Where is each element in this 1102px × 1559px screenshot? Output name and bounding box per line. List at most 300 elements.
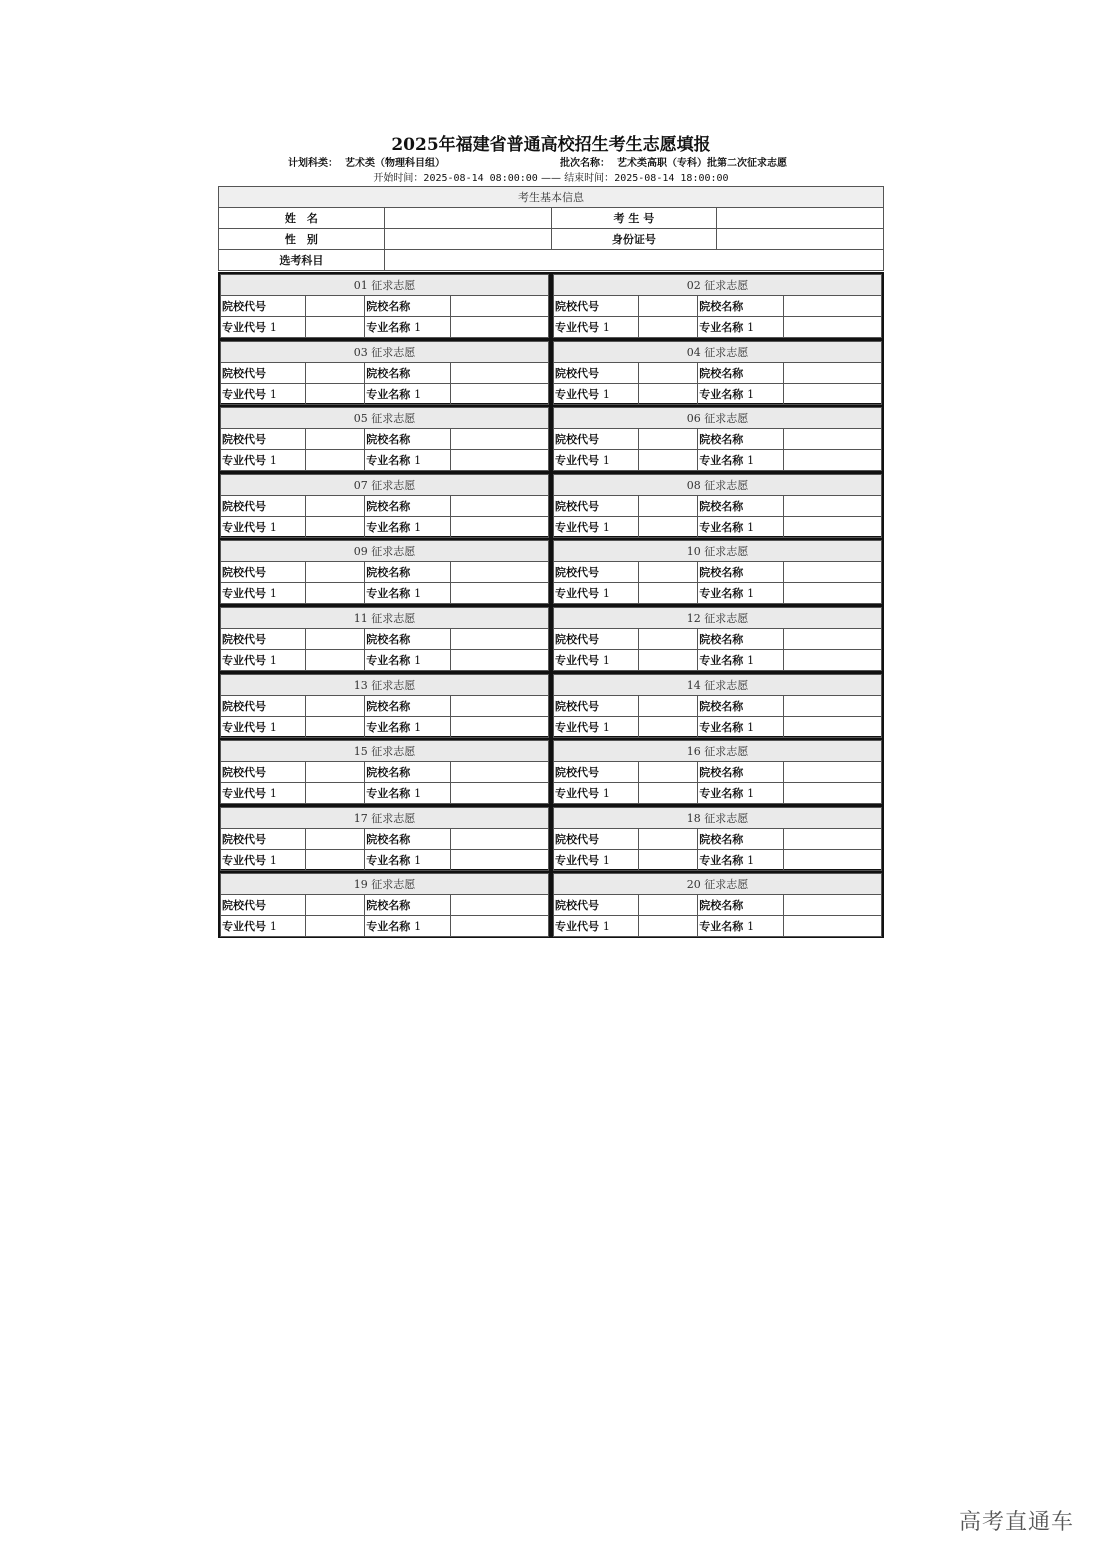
major-index: 1 (602, 387, 610, 401)
subjects-field[interactable] (384, 250, 883, 271)
school-name-label: 院校名称 (698, 695, 783, 716)
wish-title: 09 征求志愿 (221, 541, 549, 562)
major-code-text: 专业代号 (555, 587, 599, 601)
major-name-label (365, 783, 450, 804)
major-code-label (554, 317, 639, 338)
major-code-label (221, 450, 306, 471)
major-name-label (698, 716, 783, 737)
major-code-label (554, 849, 639, 870)
major-index: 1 (414, 387, 422, 401)
school-name-label: 院校名称 (365, 628, 450, 649)
end-label: 结束时间： (564, 173, 615, 184)
wish-title: 04 征求志愿 (554, 341, 882, 362)
batch-label: 批次名称： (560, 158, 610, 169)
major-name-text: 专业名称 (366, 720, 411, 734)
major-index: 1 (414, 920, 422, 934)
major-code-field[interactable] (639, 383, 698, 404)
major-code-label (221, 317, 306, 338)
major-index: 1 (602, 853, 610, 867)
wish-block (218, 339, 551, 406)
major-name-text: 专业名称 (366, 587, 411, 601)
wish-title: 15 征求志愿 (221, 741, 549, 762)
wish-title: 12 征求志愿 (554, 607, 882, 628)
major-index: 1 (269, 853, 277, 867)
school-code-field[interactable] (306, 695, 365, 716)
school-code-field[interactable] (639, 362, 698, 383)
major-code-text: 专业代号 (222, 853, 266, 867)
major-code-field[interactable] (306, 450, 365, 471)
major-name-label (698, 916, 783, 937)
school-code-label: 院校代号 (221, 296, 306, 317)
major-index: 1 (747, 387, 755, 401)
wish-title: 10 征求志愿 (554, 541, 882, 562)
major-index: 1 (414, 787, 422, 801)
major-name-text: 专业名称 (366, 920, 411, 934)
school-code-field[interactable] (639, 429, 698, 450)
major-index: 1 (414, 321, 422, 334)
major-code-label (554, 916, 639, 937)
school-name-field[interactable] (450, 828, 548, 849)
major-name-label (365, 583, 450, 604)
basic-info-table (218, 186, 884, 271)
school-code-field[interactable] (639, 895, 698, 916)
wish-table (220, 674, 549, 738)
start-value: 2025-08-14 08:00:00 (423, 173, 538, 184)
school-code-field[interactable] (639, 828, 698, 849)
major-code-text: 专业代号 (222, 787, 266, 801)
wish-table (553, 740, 882, 804)
wish-table (553, 873, 882, 937)
school-code-label: 院校代号 (221, 628, 306, 649)
wish-table (220, 873, 549, 937)
wish-block (551, 672, 884, 739)
school-name-field[interactable] (450, 429, 548, 450)
major-code-label (554, 716, 639, 737)
plan-label: 计划科类： (288, 158, 338, 169)
basic-info-header: 考生基本信息 (219, 187, 884, 208)
wish-title: 13 征求志愿 (221, 674, 549, 695)
major-index: 1 (747, 920, 755, 934)
major-index: 1 (269, 520, 277, 534)
major-index: 1 (269, 920, 277, 934)
subjects-label: 选考科目 (219, 250, 385, 271)
major-name-label (698, 450, 783, 471)
id-field[interactable] (717, 229, 884, 250)
major-code-text: 专业代号 (555, 653, 599, 667)
school-name-field[interactable] (450, 495, 548, 516)
major-name-label (698, 649, 783, 670)
wish-block (218, 871, 551, 938)
wish-block (551, 605, 884, 672)
wish-table (553, 407, 882, 471)
major-name-label (365, 716, 450, 737)
major-code-label (221, 916, 306, 937)
major-code-field[interactable] (639, 849, 698, 870)
wish-table (553, 341, 882, 405)
school-code-label: 院校代号 (221, 562, 306, 583)
major-name-label (365, 916, 450, 937)
major-name-text: 专业名称 (366, 853, 411, 867)
school-name-label: 院校名称 (698, 828, 783, 849)
school-name-label: 院校名称 (365, 296, 450, 317)
major-code-field[interactable] (639, 516, 698, 537)
major-name-text: 专业名称 (366, 787, 411, 801)
wish-title: 01 征求志愿 (221, 275, 549, 296)
major-name-field[interactable] (450, 450, 548, 471)
school-name-label: 院校名称 (698, 628, 783, 649)
major-name-label (698, 849, 783, 870)
school-code-field[interactable] (639, 296, 698, 317)
major-index: 1 (269, 454, 277, 468)
school-name-field[interactable] (450, 362, 548, 383)
exam-no-field[interactable] (717, 208, 884, 229)
school-code-field[interactable] (306, 762, 365, 783)
wish-block (551, 738, 884, 805)
major-name-label (365, 450, 450, 471)
major-code-label (221, 516, 306, 537)
school-code-field[interactable] (306, 296, 365, 317)
id-label: 身份证号 (551, 229, 717, 250)
wish-table (220, 341, 549, 405)
major-code-field[interactable] (306, 849, 365, 870)
major-name-text: 专业名称 (699, 920, 744, 934)
major-index: 1 (602, 720, 610, 734)
major-index: 1 (602, 587, 610, 601)
wish-table (220, 474, 549, 538)
wish-table (220, 740, 549, 804)
batch-info (560, 157, 787, 171)
major-name-label (365, 516, 450, 537)
major-code-field[interactable] (639, 716, 698, 737)
major-code-field[interactable] (306, 583, 365, 604)
wish-block (551, 538, 884, 605)
school-name-label: 院校名称 (365, 495, 450, 516)
major-code-label (554, 783, 639, 804)
major-code-text: 专业代号 (222, 520, 266, 534)
major-index: 1 (747, 653, 755, 667)
school-name-field[interactable] (450, 296, 548, 317)
wish-grid (218, 272, 884, 938)
major-code-field[interactable] (639, 450, 698, 471)
school-name-field[interactable] (783, 362, 881, 383)
page-title: 2025年福建省普通高校招生考生志愿填报 (391, 135, 711, 155)
major-index: 1 (414, 720, 422, 734)
school-name-field[interactable] (783, 495, 881, 516)
gender-field[interactable] (384, 229, 551, 250)
major-code-field[interactable] (639, 783, 698, 804)
major-name-text: 专业名称 (699, 520, 744, 534)
school-name-label: 院校名称 (698, 762, 783, 783)
major-name-field[interactable] (450, 649, 548, 670)
school-code-label: 院校代号 (221, 828, 306, 849)
major-name-text: 专业名称 (366, 454, 411, 468)
wish-title: 19 征求志愿 (221, 874, 549, 895)
school-code-field[interactable] (306, 828, 365, 849)
major-code-text: 专业代号 (555, 321, 599, 334)
major-index: 1 (414, 853, 422, 867)
school-name-label: 院校名称 (698, 296, 783, 317)
major-index: 1 (414, 520, 422, 534)
major-code-field[interactable] (306, 383, 365, 404)
major-index: 1 (414, 587, 422, 601)
major-code-label (221, 649, 306, 670)
major-code-text: 专业代号 (222, 587, 266, 601)
wish-block (551, 405, 884, 472)
wish-block (218, 672, 551, 739)
major-index: 1 (747, 587, 755, 601)
major-code-field[interactable] (639, 317, 698, 338)
major-name-label (365, 849, 450, 870)
school-name-field[interactable] (450, 562, 548, 583)
wish-block (218, 738, 551, 805)
wish-block (218, 472, 551, 539)
major-index: 1 (747, 321, 755, 334)
wish-block (551, 339, 884, 406)
major-index: 1 (602, 520, 610, 534)
school-code-label: 院校代号 (554, 895, 639, 916)
school-name-label: 院校名称 (365, 429, 450, 450)
name-label: 姓 名 (219, 208, 385, 229)
major-code-field[interactable] (639, 916, 698, 937)
school-name-field[interactable] (783, 562, 881, 583)
school-name-field[interactable] (783, 828, 881, 849)
school-code-field[interactable] (306, 562, 365, 583)
school-code-field[interactable] (639, 495, 698, 516)
major-index: 1 (747, 853, 755, 867)
wish-block (218, 805, 551, 872)
major-name-text: 专业名称 (699, 853, 744, 867)
major-index: 1 (747, 520, 755, 534)
major-name-field[interactable] (450, 783, 548, 804)
school-code-field[interactable] (639, 628, 698, 649)
major-name-field[interactable] (783, 916, 881, 937)
major-name-text: 专业名称 (699, 321, 744, 334)
wish-block (551, 805, 884, 872)
major-name-text: 专业名称 (699, 454, 744, 468)
major-code-label (554, 516, 639, 537)
major-code-text: 专业代号 (555, 787, 599, 801)
school-code-field[interactable] (639, 562, 698, 583)
plan-info (288, 157, 445, 171)
wish-table (220, 607, 549, 671)
school-name-label: 院校名称 (698, 895, 783, 916)
major-name-text: 专业名称 (699, 653, 744, 667)
school-code-label: 院校代号 (554, 695, 639, 716)
school-name-field[interactable] (450, 895, 548, 916)
school-name-label: 院校名称 (365, 362, 450, 383)
major-code-label (221, 583, 306, 604)
major-code-field[interactable] (306, 317, 365, 338)
school-name-label: 院校名称 (365, 895, 450, 916)
major-name-text: 专业名称 (366, 653, 411, 667)
wish-title: 05 征求志愿 (221, 408, 549, 429)
wish-table (553, 607, 882, 671)
school-code-field[interactable] (639, 762, 698, 783)
major-code-field[interactable] (306, 516, 365, 537)
major-name-field[interactable] (783, 516, 881, 537)
major-name-label (698, 516, 783, 537)
school-name-field[interactable] (450, 695, 548, 716)
wish-table (553, 807, 882, 871)
exam-no-label: 考 生 号 (551, 208, 717, 229)
major-name-field[interactable] (450, 716, 548, 737)
major-name-text: 专业名称 (366, 520, 411, 534)
major-name-field[interactable] (783, 849, 881, 870)
school-name-label: 院校名称 (698, 562, 783, 583)
wish-table (220, 407, 549, 471)
school-name-label: 院校名称 (365, 762, 450, 783)
wish-table (220, 540, 549, 604)
major-name-field[interactable] (783, 450, 881, 471)
wish-block (218, 272, 551, 339)
school-name-label: 院校名称 (698, 362, 783, 383)
school-code-label: 院校代号 (221, 429, 306, 450)
major-index: 1 (747, 787, 755, 801)
major-code-label (221, 383, 306, 404)
major-code-field[interactable] (306, 783, 365, 804)
wish-block (551, 472, 884, 539)
major-name-field[interactable] (450, 849, 548, 870)
school-code-label: 院校代号 (221, 762, 306, 783)
batch-value: 艺术类高职（专科）批第二次征求志愿 (616, 158, 787, 169)
major-index: 1 (747, 720, 755, 734)
major-name-text: 专业名称 (699, 787, 744, 801)
wish-table (553, 540, 882, 604)
major-code-field[interactable] (306, 916, 365, 937)
major-code-text: 专业代号 (222, 920, 266, 934)
wish-title: 18 征求志愿 (554, 807, 882, 828)
school-code-label: 院校代号 (554, 429, 639, 450)
major-code-text: 专业代号 (555, 720, 599, 734)
wish-title: 07 征求志愿 (221, 474, 549, 495)
school-code-field[interactable] (306, 495, 365, 516)
school-name-field[interactable] (450, 762, 548, 783)
school-name-label: 院校名称 (365, 828, 450, 849)
school-code-label: 院校代号 (554, 628, 639, 649)
major-name-field[interactable] (450, 383, 548, 404)
school-name-field[interactable] (783, 695, 881, 716)
wish-title: 16 征求志愿 (554, 741, 882, 762)
major-code-text: 专业代号 (555, 387, 599, 401)
school-code-label: 院校代号 (554, 562, 639, 583)
school-name-field[interactable] (450, 628, 548, 649)
major-name-field[interactable] (783, 317, 881, 338)
major-name-text: 专业名称 (699, 720, 744, 734)
major-code-label (221, 783, 306, 804)
major-code-field[interactable] (639, 583, 698, 604)
major-name-field[interactable] (783, 783, 881, 804)
name-field[interactable] (384, 208, 551, 229)
school-code-label: 院校代号 (221, 495, 306, 516)
end-value: 2025-08-14 18:00:00 (614, 173, 729, 184)
school-code-label: 院校代号 (554, 296, 639, 317)
school-name-field[interactable] (783, 762, 881, 783)
major-name-label (365, 383, 450, 404)
major-code-text: 专业代号 (222, 720, 266, 734)
major-code-text: 专业代号 (222, 454, 266, 468)
major-index: 1 (269, 720, 277, 734)
wish-title: 02 征求志愿 (554, 275, 882, 296)
school-code-field[interactable] (306, 628, 365, 649)
major-name-label (365, 317, 450, 338)
major-code-field[interactable] (639, 649, 698, 670)
major-code-label (221, 716, 306, 737)
major-code-field[interactable] (306, 649, 365, 670)
school-name-field[interactable] (783, 429, 881, 450)
major-name-field[interactable] (783, 649, 881, 670)
wish-table (553, 674, 882, 738)
major-code-label (221, 849, 306, 870)
wish-table (553, 474, 882, 538)
major-name-label (698, 783, 783, 804)
major-name-label (698, 383, 783, 404)
major-name-field[interactable] (450, 317, 548, 338)
school-name-field[interactable] (783, 628, 881, 649)
school-code-label: 院校代号 (554, 762, 639, 783)
major-index: 1 (269, 321, 277, 334)
school-name-label: 院校名称 (365, 695, 450, 716)
major-index: 1 (414, 653, 422, 667)
major-name-label (365, 649, 450, 670)
major-code-text: 专业代号 (555, 853, 599, 867)
major-index: 1 (602, 787, 610, 801)
school-name-field[interactable] (783, 895, 881, 916)
wish-title: 03 征求志愿 (221, 341, 549, 362)
wish-table (553, 274, 882, 338)
major-code-field[interactable] (306, 716, 365, 737)
major-index: 1 (602, 454, 610, 468)
major-name-field[interactable] (783, 383, 881, 404)
wish-block (551, 871, 884, 938)
school-name-field[interactable] (783, 296, 881, 317)
major-index: 1 (269, 653, 277, 667)
gender-label: 性 别 (219, 229, 385, 250)
major-code-text: 专业代号 (222, 321, 266, 334)
major-name-text: 专业名称 (699, 387, 744, 401)
major-name-field[interactable] (450, 916, 548, 937)
major-index: 1 (602, 920, 610, 934)
wish-title: 14 征求志愿 (554, 674, 882, 695)
major-code-text: 专业代号 (222, 653, 266, 667)
meta-time (218, 172, 884, 186)
start-label: 开始时间： (373, 173, 424, 184)
wish-block (218, 605, 551, 672)
major-code-text: 专业代号 (555, 920, 599, 934)
major-name-text: 专业名称 (699, 587, 744, 601)
major-code-text: 专业代号 (555, 520, 599, 534)
school-code-field[interactable] (306, 362, 365, 383)
school-name-label: 院校名称 (698, 429, 783, 450)
major-code-label (554, 583, 639, 604)
time-separator: —— (541, 173, 561, 184)
major-code-label (554, 450, 639, 471)
major-name-field[interactable] (450, 583, 548, 604)
school-code-field[interactable] (306, 895, 365, 916)
wish-table (220, 274, 549, 338)
major-index: 1 (747, 454, 755, 468)
major-name-field[interactable] (783, 716, 881, 737)
major-name-field[interactable] (450, 516, 548, 537)
major-name-field[interactable] (783, 583, 881, 604)
school-code-field[interactable] (639, 695, 698, 716)
wish-title: 17 征求志愿 (221, 807, 549, 828)
school-code-field[interactable] (306, 429, 365, 450)
school-name-label: 院校名称 (698, 495, 783, 516)
major-name-text: 专业名称 (366, 387, 411, 401)
school-code-label: 院校代号 (554, 362, 639, 383)
school-code-label: 院校代号 (221, 895, 306, 916)
major-index: 1 (602, 653, 610, 667)
